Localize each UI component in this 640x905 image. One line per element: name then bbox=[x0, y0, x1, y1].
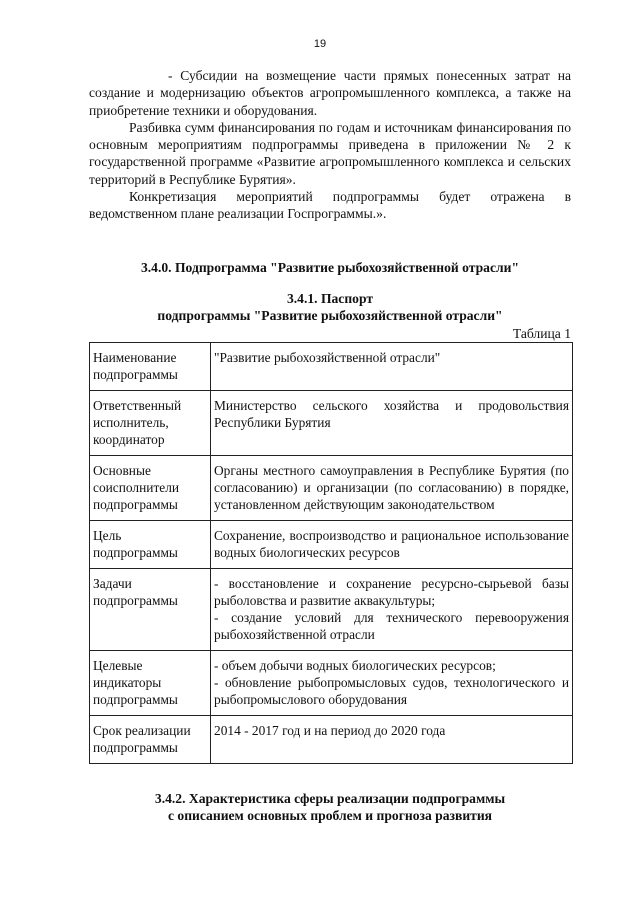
passport-title-line2: подпрограммы "Развитие рыбохозяйственной отрасли" bbox=[157, 308, 503, 323]
passport-row-value bbox=[211, 343, 573, 391]
passport-row-value bbox=[211, 521, 573, 569]
passport-row bbox=[90, 391, 573, 456]
passport-row bbox=[90, 716, 573, 764]
passport-row-label: Срок реализации подпрограммы bbox=[90, 716, 211, 764]
table-label: Таблица 1 bbox=[512, 326, 571, 341]
passport-row-value bbox=[211, 456, 573, 521]
passport-row-label: Наименование подпрограммы bbox=[90, 343, 211, 391]
passport-row bbox=[90, 569, 573, 651]
passport-row bbox=[90, 651, 573, 716]
passport-row-value-line: - создание условий для технического перевооружения рыбохозяйственной отрасли bbox=[214, 610, 569, 642]
passport-row-value-line: - объем добычи водных биологических ресурсов; bbox=[214, 658, 496, 673]
next-section-title-line1: 3.4.2. Характеристика сферы реализации подпрограммы bbox=[154, 791, 506, 806]
passport-row bbox=[90, 521, 573, 569]
passport-row-value bbox=[211, 569, 573, 651]
intro-text bbox=[89, 67, 571, 223]
next-section-title bbox=[89, 790, 571, 824]
intro-paragraph-financing: Разбивка сумм финансирования по годам и источникам финансирования по основным мероприятиям подпрограммы приведена в приложении № 2 к государственной программе «Развитие агропромышленного комплекса и сельских территорий в Республике Бурятия». bbox=[89, 119, 571, 187]
passport-row-value-line: - восстановление и сохранение ресурсно-сырьевой базы рыболовства и развитие аквакультуры; bbox=[214, 576, 569, 608]
passport-row-label: Ответственный исполнитель, координатор bbox=[90, 391, 211, 456]
passport-row-value-line: - обновление рыбопромысловых судов, технологического и рыбопромыслового оборудования bbox=[214, 675, 569, 707]
passport-title-line1: 3.4.1. Паспорт bbox=[286, 291, 374, 306]
intro-paragraph-subsidies: - Субсидии на возмещение части прямых понесенных затрат на создание и модернизацию объектов агропромышленного комплекса, а также на приобретение техники и оборудования. bbox=[89, 68, 571, 118]
passport-row-value-line: Сохранение, воспроизводство и рациональное использование водных биологических ресурсов bbox=[214, 528, 569, 560]
passport-row-value-line: Министерство сельского хозяйства и продовольствия Республики Бурятия bbox=[214, 398, 569, 430]
passport-table bbox=[89, 342, 573, 764]
passport-row-label: Основные соисполнители подпрограммы bbox=[90, 456, 211, 521]
passport-row-value bbox=[211, 391, 573, 456]
passport-title bbox=[89, 290, 571, 324]
section-title: 3.4.0. Подпрограмма "Развитие рыбохозяйственной отрасли" bbox=[140, 260, 520, 275]
next-section-title-line2: с описанием основных проблем и прогноза развития bbox=[167, 808, 493, 823]
passport-row-label: Целевые индикаторы подпрограммы bbox=[90, 651, 211, 716]
passport-row-value-line: "Развитие рыбохозяйственной отрасли" bbox=[214, 350, 441, 365]
passport-row-label: Задачи подпрограммы bbox=[90, 569, 211, 651]
page-number: 19 bbox=[313, 38, 327, 50]
passport-row-label: Цель подпрограммы bbox=[90, 521, 211, 569]
passport-row bbox=[90, 343, 573, 391]
intro-paragraph-specification: Конкретизация мероприятий подпрограммы будет отражена в ведомственном плане реализации Госпрограммы.». bbox=[89, 189, 571, 222]
passport-row-value bbox=[211, 716, 573, 764]
passport-row bbox=[90, 456, 573, 521]
passport-row-value bbox=[211, 651, 573, 716]
passport-row-value-line: Органы местного самоуправления в Республике Бурятия (по согласованию) и организации (по согласованию) в порядке, установленном действующим законодательством bbox=[214, 463, 569, 512]
passport-row-value-line: 2014 - 2017 год и на период до 2020 года bbox=[214, 723, 446, 738]
